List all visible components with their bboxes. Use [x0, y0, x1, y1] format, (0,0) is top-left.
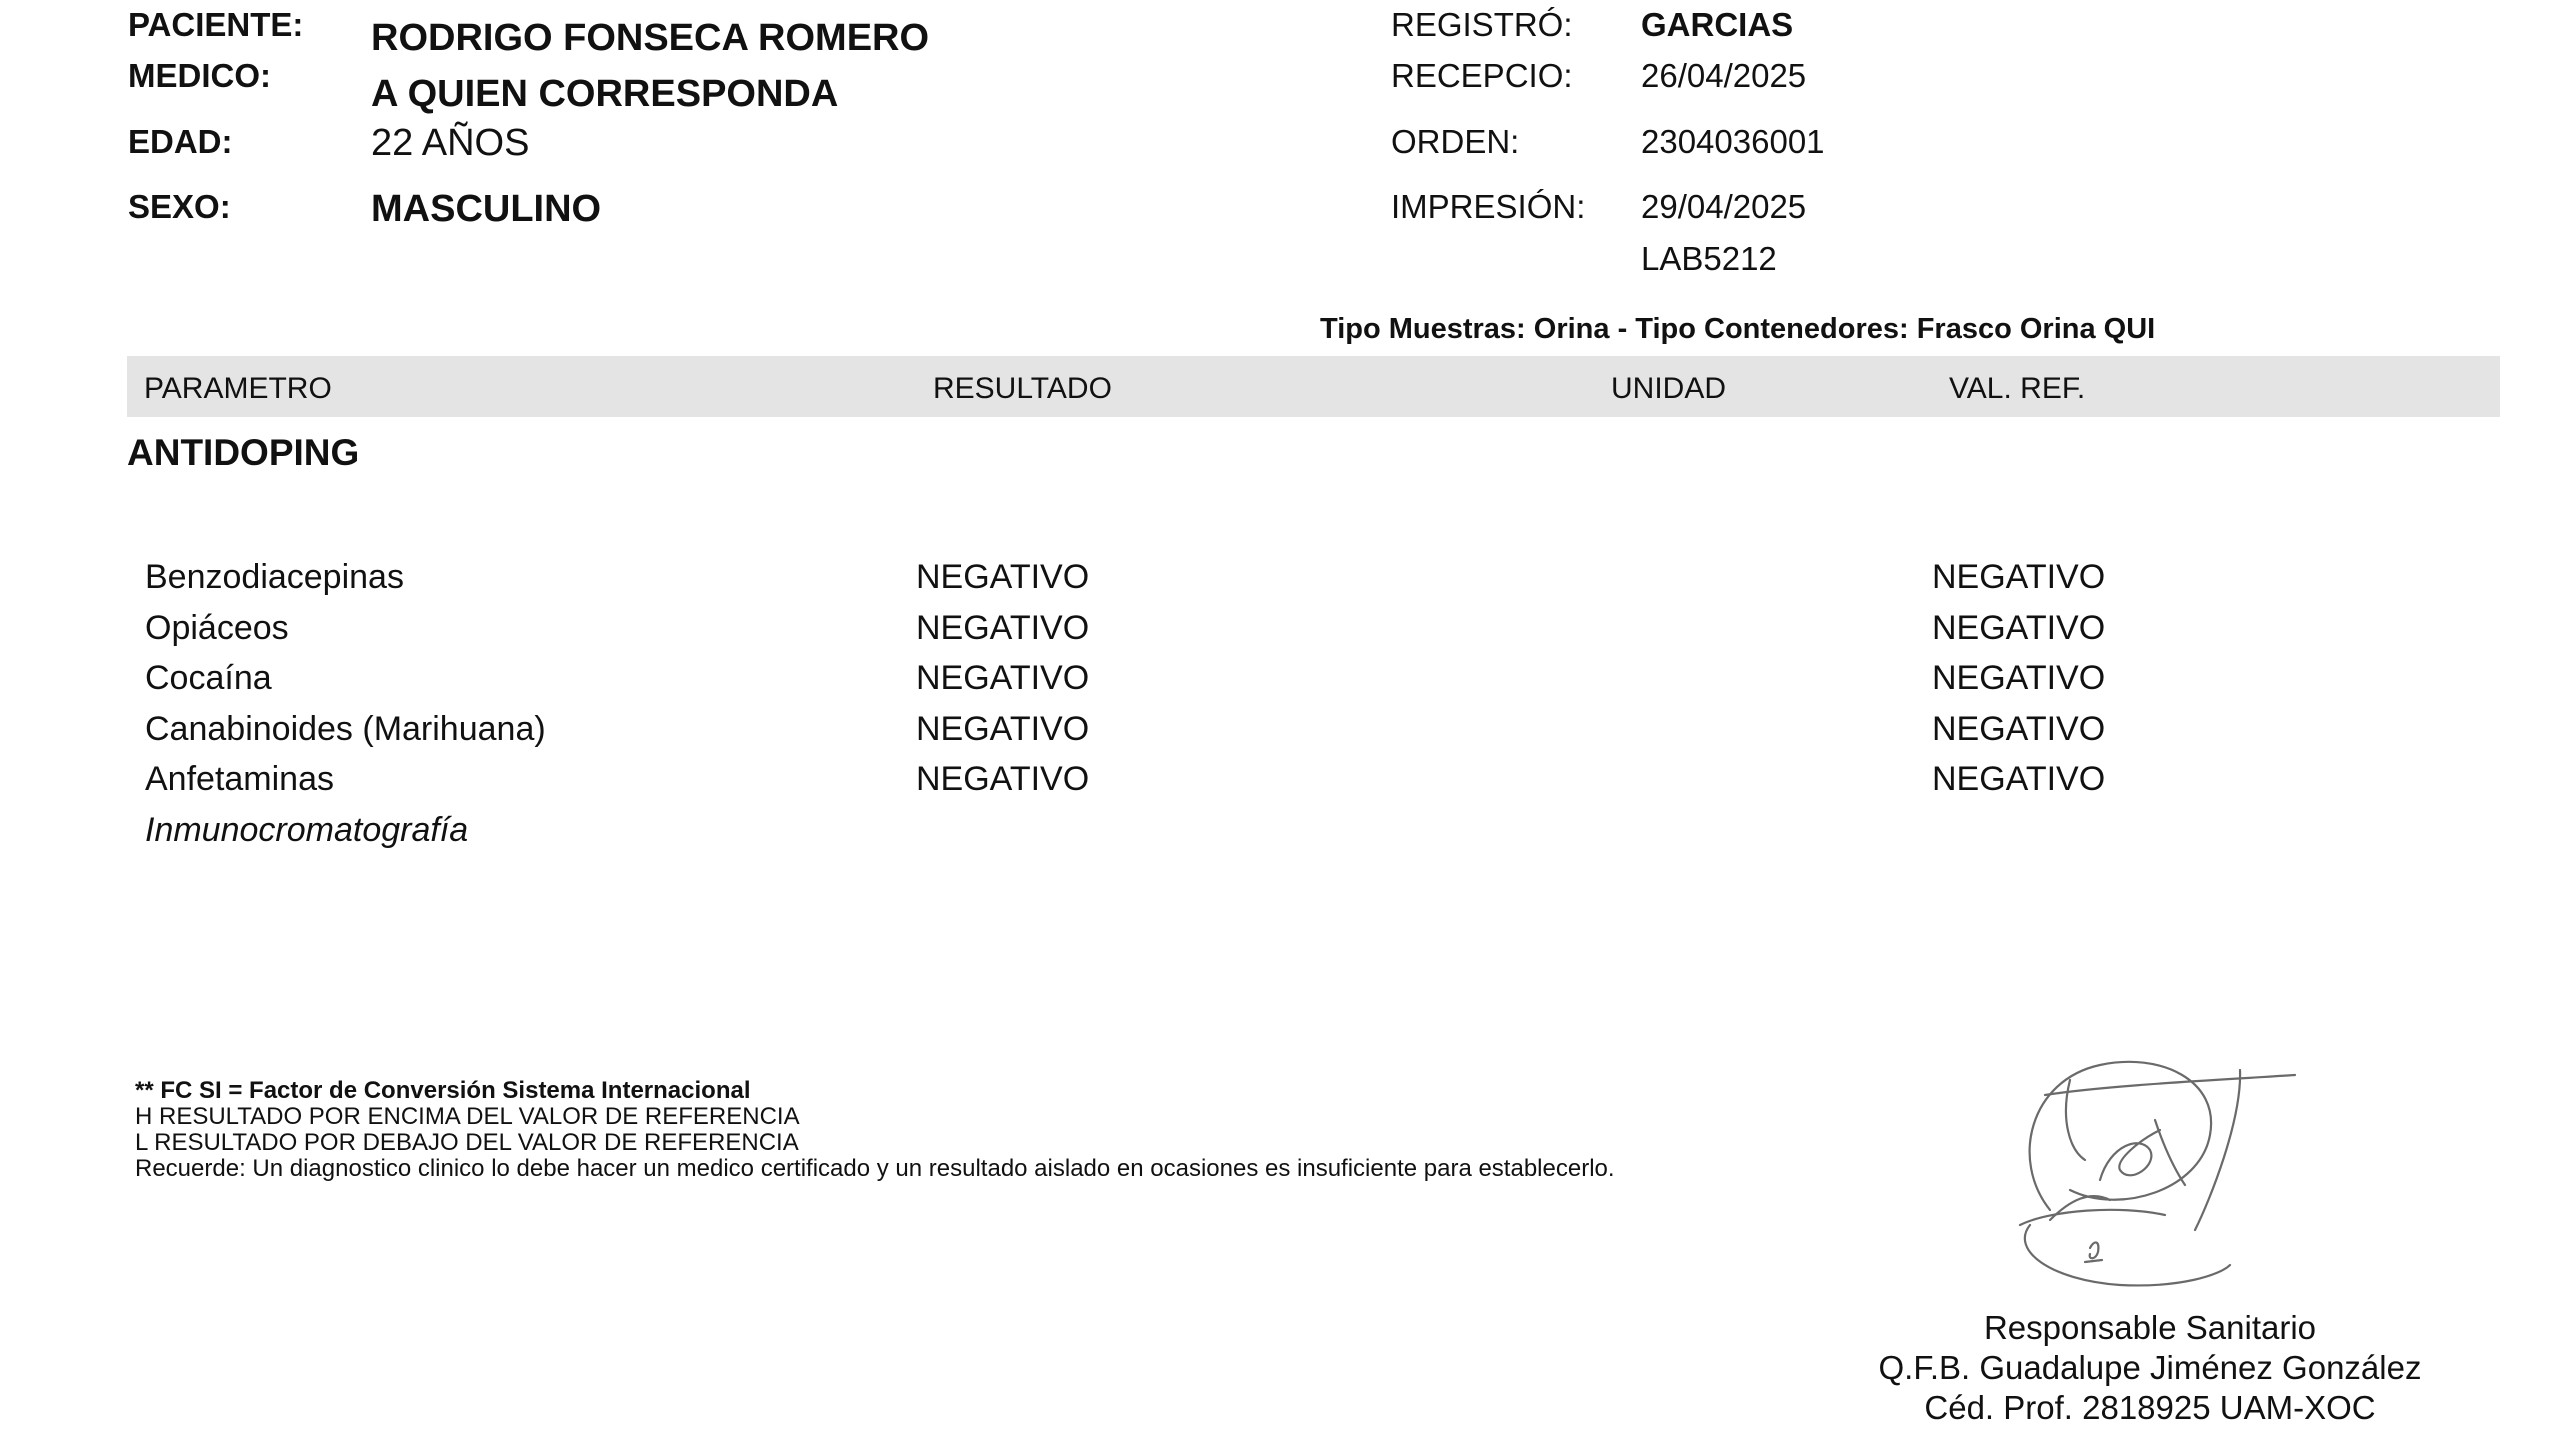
lab-code: LAB5212 [1641, 240, 1777, 277]
registro-value: GARCIAS [1641, 6, 1794, 43]
medico-label: MEDICO: [128, 57, 271, 94]
signature-license: Céd. Prof. 2818925 UAM-XOC [1924, 1389, 2376, 1426]
method-note: Inmunocromatografía [145, 811, 469, 849]
row-val-ref: NEGATIVO [1932, 558, 2106, 596]
orden-label: ORDEN: [1391, 123, 1520, 160]
row-resultado: NEGATIVO [916, 710, 1090, 748]
edad-label: EDAD: [128, 123, 233, 160]
sexo-label: SEXO: [128, 188, 231, 225]
signature-name: Q.F.B. Guadalupe Jiménez González [1878, 1349, 2422, 1386]
table-header [127, 356, 2500, 417]
row-val-ref: NEGATIVO [1932, 609, 2106, 647]
row-resultado: NEGATIVO [916, 760, 1090, 798]
row-parametro: Canabinoides (Marihuana) [145, 710, 546, 748]
paciente-value: RODRIGO FONSECA ROMERO [371, 17, 930, 59]
row-parametro: Cocaína [145, 659, 272, 697]
footnote-high: H RESULTADO POR ENCIMA DEL VALOR DE REFERENCIA [135, 1103, 800, 1130]
recepcion-label: RECEPCIO: [1391, 57, 1573, 94]
orden-value: 2304036001 [1641, 123, 1825, 160]
paciente-label: PACIENTE: [128, 6, 304, 43]
col-header-parametro: PARAMETRO [144, 372, 332, 405]
edad-value: 22 AÑOS [371, 122, 530, 164]
signature-title: Responsable Sanitario [1983, 1309, 2317, 1346]
footnote-low: L RESULTADO POR DEBAJO DEL VALOR DE REFERENCIA [135, 1129, 799, 1156]
row-resultado: NEGATIVO [916, 659, 1090, 697]
col-header-val-ref: VAL. REF. [1949, 372, 2086, 405]
row-val-ref: NEGATIVO [1932, 760, 2106, 798]
footnote-reminder: Recuerde: Un diagnostico clinico lo debe hacer un medico certificado y un resultado aislado en ocasiones es insuficiente para establecerlo. [135, 1155, 1615, 1182]
impresion-label: IMPRESIÓN: [1391, 188, 1586, 225]
sample-info: Tipo Muestras: Orina - Tipo Contenedores: Frasco Orina QUI [1320, 313, 2156, 345]
row-parametro: Opiáceos [145, 609, 289, 647]
signature-image [1990, 1040, 2320, 1290]
recepcion-value: 26/04/2025 [1641, 57, 1807, 94]
row-parametro: Anfetaminas [145, 760, 334, 798]
row-val-ref: NEGATIVO [1932, 659, 2106, 697]
row-val-ref: NEGATIVO [1932, 710, 2106, 748]
col-header-resultado: RESULTADO [933, 372, 1112, 405]
registro-label: REGISTRÓ: [1391, 6, 1573, 43]
footnote-fc-si: ** FC SI = Factor de Conversión Sistema Internacional [135, 1077, 751, 1104]
sexo-value: MASCULINO [371, 188, 602, 230]
col-header-unidad: UNIDAD [1611, 372, 1727, 405]
medico-value: A QUIEN CORRESPONDA [371, 73, 839, 115]
row-resultado: NEGATIVO [916, 609, 1090, 647]
row-parametro: Benzodiacepinas [145, 558, 404, 596]
section-title: ANTIDOPING [127, 432, 360, 473]
row-resultado: NEGATIVO [916, 558, 1090, 596]
signature-block [1830, 1308, 2470, 1428]
footnotes [135, 1078, 1615, 1182]
impresion-value: 29/04/2025 [1641, 188, 1807, 225]
